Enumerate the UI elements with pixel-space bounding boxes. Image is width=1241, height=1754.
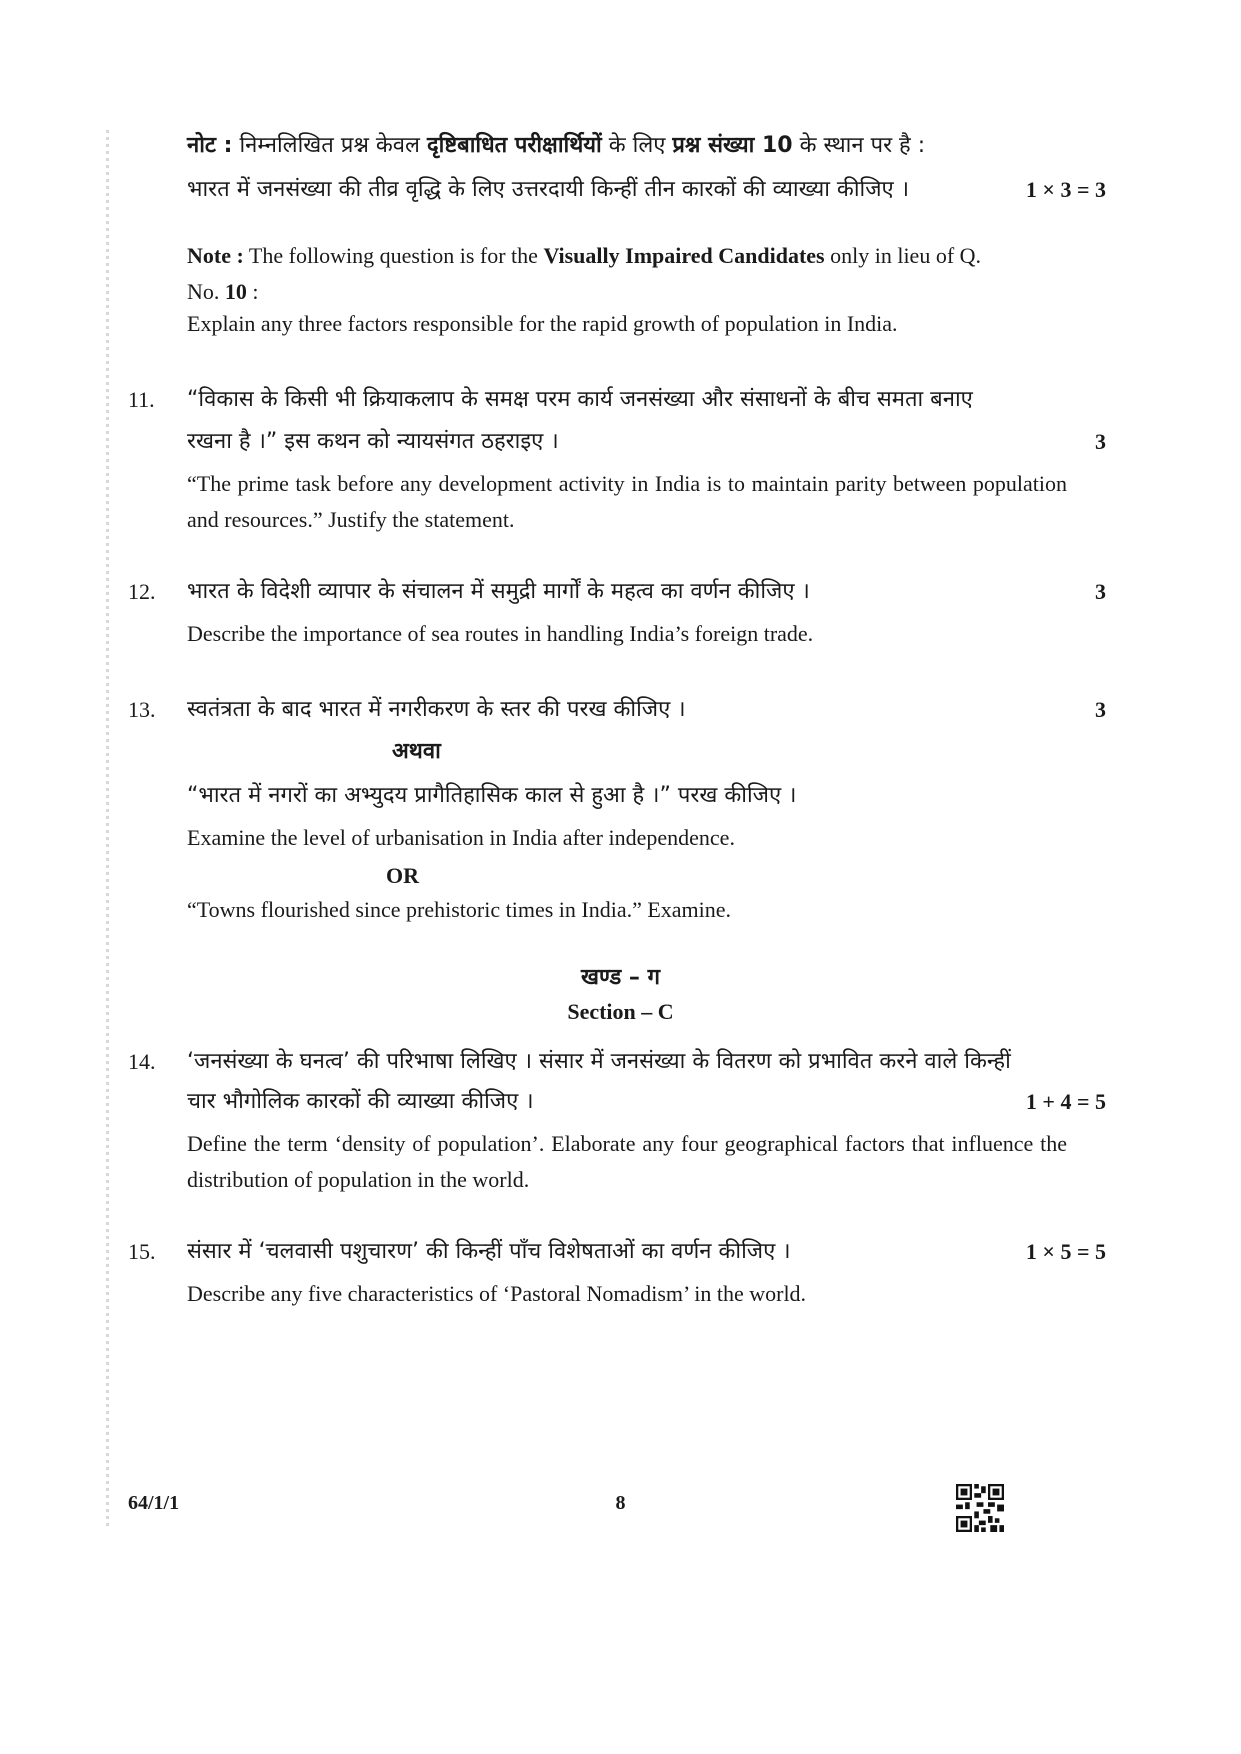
q11-english: “The prime task before any development activity in India is to maintain parity between population and resources.” Justify the statement. xyxy=(187,471,1067,532)
q13-hindi: स्वतंत्रता के बाद भारत में नगरीकरण के स्तर की परख कीजिए । xyxy=(187,697,686,722)
q15-marks: 1 × 5 = 5 xyxy=(1025,1239,1106,1264)
q13-or-hindi: अथवा xyxy=(392,739,441,764)
q10-alt-note-english: Note : The following question is for the Visually Impaired Candidates only in lieu of Q. No. 10 : xyxy=(187,243,982,304)
q14-number: 14. xyxy=(128,1049,156,1074)
q11-marks: 3 xyxy=(1095,429,1106,454)
q12-hindi: भारत के विदेशी व्यापार के संचालन में समुद्री मार्गों के महत्व का वर्णन कीजिए । xyxy=(187,579,810,604)
q12-english: Describe the importance of sea routes in handling India’s foreign trade. xyxy=(187,621,814,646)
margin-barcode-strip xyxy=(106,130,109,1530)
q10-alt-marks: 1 × 3 = 3 xyxy=(1025,177,1106,202)
q10-alt-english: Explain any three factors responsible for the rapid growth of population in India. xyxy=(187,311,898,336)
qr-code-icon xyxy=(956,1484,1004,1532)
q12-number: 12. xyxy=(128,579,156,604)
q11-hindi-line2: रखना है ।” इस कथन को न्यायसंगत ठहराइए । xyxy=(187,429,559,454)
q15-number: 15. xyxy=(128,1239,156,1264)
q11-hindi-line1: “विकास के किसी भी क्रियाकलाप के समक्ष परम कार्य जनसंख्या और संसाधनों के बीच समता बनाए xyxy=(187,387,973,412)
q15-english: Describe any five characteristics of ‘Pastoral Nomadism’ in the world. xyxy=(187,1281,807,1306)
q13-or-english: OR xyxy=(386,863,419,888)
q13-english: Examine the level of urbanisation in India after independence. xyxy=(187,825,735,850)
section-heading-english: Section – C xyxy=(567,999,674,1024)
q13-english-alt: “Towns flourished since prehistoric times in India.” Examine. xyxy=(187,897,732,922)
q12-marks: 3 xyxy=(1095,579,1106,604)
q14-marks: 1 + 4 = 5 xyxy=(1025,1089,1106,1114)
q14-hindi-line2: चार भौगोलिक कारकों की व्याख्या कीजिए । xyxy=(187,1089,534,1114)
q15-hindi: संसार में ‘चलवासी पशुचारण’ की किन्हीं पाँच विशेषताओं का वर्णन कीजिए । xyxy=(187,1239,791,1264)
note-hindi: नोट : निम्नलिखित प्रश्न केवल दृष्टिबाधित परीक्षार्थियों के लिए प्रश्न संख्या 10 के स्थान पर है : xyxy=(187,133,926,158)
q13-hindi-alt: “भारत में नगरों का अभ्युदय प्रागैतिहासिक काल से हुआ है ।” परख कीजिए । xyxy=(187,783,797,808)
q14-hindi-line1: ‘जनसंख्या के घनत्व’ की परिभाषा लिखिए । संसार में जनसंख्या के वितरण को प्रभावित करने वाले किन्हीं xyxy=(187,1049,1011,1074)
q11-number: 11. xyxy=(128,387,155,412)
q14-english: Define the term ‘density of population’. Elaborate any four geographical factors that influence the distribution of population in the world. xyxy=(187,1131,1067,1192)
q10-alt-hindi: भारत में जनसंख्या की तीव्र वृद्धि के लिए उत्तरदायी किन्हीं तीन कारकों की व्याख्या कीजिए । xyxy=(187,177,910,202)
page-number: 8 xyxy=(615,1492,626,1514)
paper-code: 64/1/1 xyxy=(128,1492,180,1514)
q13-number: 13. xyxy=(128,697,156,722)
note-hindi-label: नोट : xyxy=(187,133,233,158)
q13-marks: 3 xyxy=(1095,697,1106,722)
section-heading-hindi: खण्ड – ग xyxy=(581,965,660,990)
